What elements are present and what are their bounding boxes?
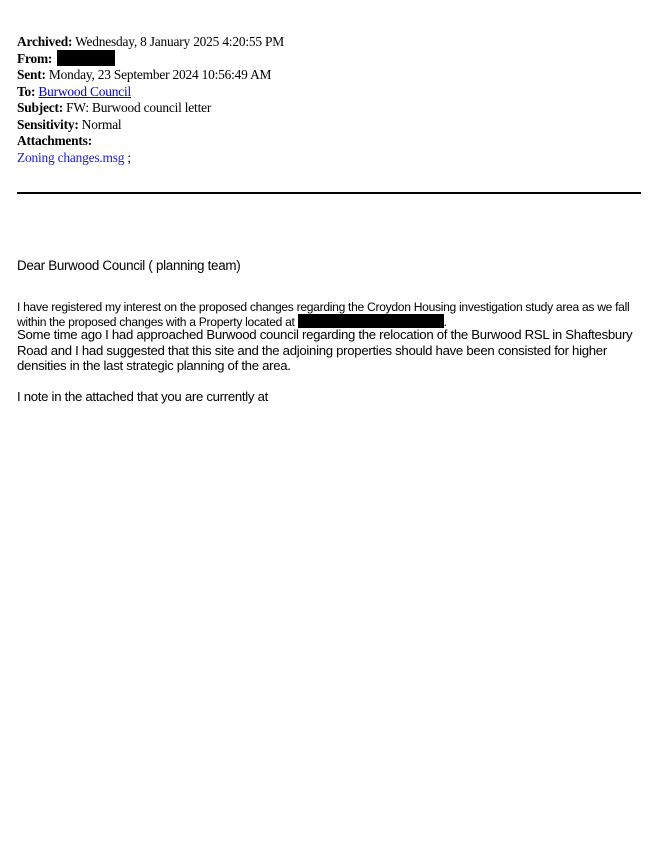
paragraph-interest [17,300,643,329]
subject-row [17,100,284,117]
to-recipient-link[interactable]: Burwood Council [38,83,132,99]
paragraph-note: I note in the attached that you are currently at [17,389,268,404]
attachment-list [17,150,284,167]
from-row [17,51,284,68]
email-header [17,34,284,166]
subject-value: FW: Burwood council letter [66,100,212,115]
paragraph-rsl: Some time ago I had approached Burwood council regarding the relocation of the Burwood RSL in Shaftesbury Road and I had suggested that this site and the adjoining properties should have been consisted for higher densities in the last strategic planning of the area. [17,327,633,373]
archived-row [17,34,284,51]
archived-value: Wednesday, 8 January 2025 4:20:55 PM [75,34,284,49]
redacted-address [298,314,444,328]
to-row [17,84,284,101]
from-label: From: [17,50,53,66]
attachment-suffix: ; [124,149,131,165]
sensitivity-row [17,117,284,134]
attachments-row [17,133,284,150]
attachments-label: Attachments: [17,133,92,148]
sensitivity-label: Sensitivity: [17,116,79,132]
paragraph-interest-end: . [443,315,447,329]
sent-row [17,67,284,84]
attachment-link[interactable]: Zoning changes.msg [17,149,125,165]
greeting: Dear Burwood Council ( planning team) [17,258,241,273]
sent-value: Monday, 23 September 2024 10:56:49 AM [48,67,272,82]
paragraph-interest-text: I have registered my interest on the proposed changes regarding the Croydon Housing investigation study area as we fall within the proposed changes with a Property located at [17,300,630,329]
archived-label: Archived: [17,34,73,49]
sensitivity-value: Normal [81,116,122,132]
to-label: To: [17,83,36,99]
header-divider [17,192,641,194]
subject-label: Subject: [17,100,64,115]
redacted-sender [57,50,115,66]
sent-label: Sent: [17,67,46,82]
